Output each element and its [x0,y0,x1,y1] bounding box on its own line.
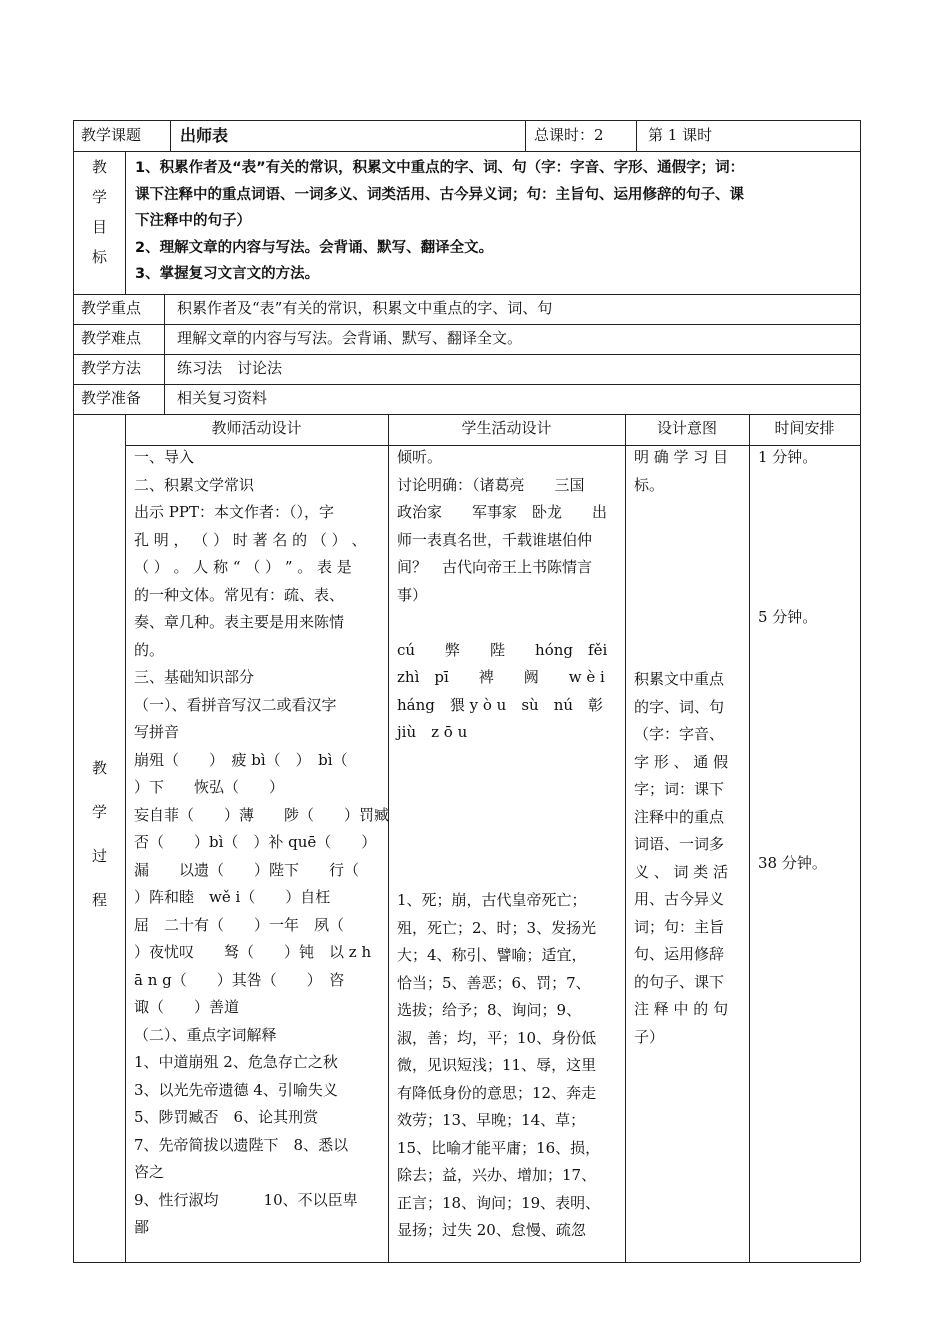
process-label-char: 学 [91,803,107,821]
design-intent-header: 设计意图 [656,419,717,437]
student-activity-header: 学生活动设计 [461,419,552,437]
teacher-line: 1、中道崩殂 2、危急存亡之秋 [134,1053,338,1071]
teacher-line: ā n g（ ）其咎（ ） 咨 [134,970,345,989]
student-answer-line: 效劳；13、早晚；14、草； [397,1111,586,1129]
table-line [73,151,860,152]
intent-line: 积累文中重点 [634,670,725,688]
student-line: 倾听。 [397,448,443,466]
teacher-line: （二）、重点字词解释 [134,1025,277,1044]
student-line: 讨论明确：（诸葛亮 三国 [397,475,585,494]
goals-label-char: 标 [91,248,107,266]
student-answer-line: 显扬；过失 20、怠慢、疏忽 [397,1221,586,1239]
table-border-left [73,120,74,1262]
teacher-line: ）下 恢弘（ ） [134,778,285,796]
teacher-line: 3、以光先帝遗德 4、引喻失义 [134,1080,338,1099]
table-line [625,414,626,1262]
intent-line: 句、运用修辞 [634,945,725,963]
student-answer-line: 大；4、称引、譬喻；适宜， [397,946,587,964]
student-line: 师一表真名世，千载谁堪伯仲 [397,530,593,549]
intent-line: 字；词：课下 [634,780,725,798]
design-intent-goal [634,444,742,499]
student-line [397,609,619,637]
goals-label-char: 教 [91,158,107,176]
table-border-right [860,120,861,1262]
teacher-line: 屈 二十有（ ）一年 夙（ [134,915,345,934]
table-line [125,414,126,1262]
difficulty-label: 教学难点 [81,329,142,347]
current-period: 第 1 课时 [648,126,713,144]
teacher-line: （一）、看拼音写汉二或看汉字 [134,695,337,714]
intent-line: 明 确 学 习 目 [634,448,729,466]
teacher-line: 奏、章几种。表主要是用来陈情 [134,613,345,631]
table-line [749,414,750,1262]
focus-value: 积累作者及“表”有关的常识，积累文中重点的字、词、句 [177,299,553,317]
teacher-line: 崩殂（ ） 疲 bì（ ） bì（ [134,750,348,769]
intent-line: 义 、 词 类 活 [634,862,729,881]
intent-line: 词语、一词多 [634,835,725,853]
goals-label [74,152,125,272]
teacher-line: 5、陟罚臧否 6、论其刑赏 [134,1108,319,1126]
method-value: 练习法 讨论法 [177,359,283,377]
goals-label-char: 目 [91,218,107,236]
time-intro: 1 分钟。 [758,448,818,466]
intent-line: 词；句：主旨 [634,917,725,936]
student-answer-line: 微，见识短浅；11、辱，这里 [397,1056,597,1074]
teacher-line: 的一种文体。常见有：疏、表、 [134,585,345,604]
student-line: zhì pī 裨 阙 w è i [397,668,605,686]
intent-line: 注释中的重点 [634,807,725,826]
teacher-line: 9、性行淑均 10、不以臣卑 [134,1190,358,1209]
teacher-line: 的。 [134,640,165,659]
student-line: 间？ 古代向帝王上书陈情言 [397,558,593,576]
teacher-activity-header: 教师活动设计 [211,419,302,437]
teacher-line: 写拼音 [134,723,180,741]
teacher-line: 7、先帝简拔以遗陛下 8、悉以 [134,1135,349,1154]
table-border-bottom [73,1262,860,1263]
time-knowledge: 5 分钟。 [758,608,818,626]
table-line [525,120,526,152]
goal-line: 2、理解文章的内容与写法。会背诵、默写、翻译全文。 [135,239,494,256]
student-line: háng 猥 y ò u sù nú 彰 [397,695,604,714]
lesson-label: 教学课题 [81,126,142,144]
student-answer-line: 选拔；给予；8、询问；9、 [397,1001,582,1019]
teacher-line: 咨之 [134,1163,165,1181]
teacher-line: （ ） 。 人 称 “ （ ） ” 。 表 是 [134,558,352,576]
goal-line: 下注释中的句子） [135,213,251,229]
teacher-line: 孔 明 ， （ ） 时 著 名 的 （ ） 、 [134,530,367,549]
preparation-label: 教学准备 [81,389,142,407]
teacher-line: 诹（ ）善道 [134,998,240,1016]
student-answer-line: 1、死；崩，古代皇帝死亡； [397,891,587,909]
total-periods: 总课时：2 [534,126,604,144]
table-line [636,120,637,152]
time-basics: 38 分钟。 [758,854,827,872]
teacher-line: ）阵和睦 wě i（ ）自枉 [134,888,331,906]
student-activity [397,444,619,747]
teacher-line: 妄自菲（ ）薄 陟（ ）罚臧 [134,805,390,824]
table-line [388,414,389,1262]
student-answer-line: 除去；益，兴办、增加；17、 [397,1166,597,1184]
goal-line: 1、积累作者及“表”有关的常识，积累文中重点的字、词、句（字：字音、字形、通假字；词： [135,160,745,176]
intent-line: 标。 [634,475,665,494]
goal-line: 3、掌握复习文言文的方法。 [135,266,320,282]
method-label: 教学方法 [81,359,142,377]
goals-content [135,155,850,288]
intent-line: 注 释 中 的 句 [634,1000,729,1018]
table-line [164,294,165,415]
goal-line: 课下注释中的重点词语、一词多义、词类活用、古今异义词；句：主旨句、运用修辞的句子、课 [135,186,744,203]
student-answer-line: 殂，死亡；2、时；3、发扬光 [397,918,597,937]
intent-line: 的字、词、句 [634,697,725,716]
student-line: 政治家 军事家 卧龙 出 [397,503,608,521]
teacher-line: 二、积累文学常识 [134,475,255,494]
focus-label: 教学重点 [81,299,142,317]
student-answer-line: 淑，善；均，平；10、身份低 [397,1028,597,1047]
intent-line: 用、古今异义 [634,890,725,908]
teacher-line: ）夜忧叹 驽（ ）钝 以 z h [134,943,372,961]
preparation-value: 相关复习资料 [177,389,268,407]
time-header: 时间安排 [774,419,835,437]
intent-line: （字：字音、 [634,725,725,743]
process-label-char: 程 [91,891,107,909]
student-line: jiù z ō u [397,723,468,741]
student-answer-line: 恰当；5、善恶；6、罚；7、 [397,973,591,992]
teacher-line: 一、导入 [134,448,195,466]
student-answer-line: 有降低身份的意思；12、奔走 [397,1083,597,1102]
student-answer-line: 15、比喻才能平庸；16、损， [397,1138,601,1157]
difficulty-value: 理解文章的内容与写法。会背诵、默写、翻译全文。 [177,329,523,347]
teacher-line: 漏 以遗（ ）陛下 行（ [134,860,360,879]
teacher-activity [134,444,390,1242]
process-label-char: 过 [91,847,107,865]
table-border-top [73,120,860,121]
teacher-line: 否（ ）bì（ ）补 quē（ ） [134,833,377,851]
teacher-line: 鄙 [134,1218,150,1236]
table-line [170,120,171,152]
student-line: cú 弊 陛 hóng fěi [397,640,608,659]
intent-line: 的句子、课下 [634,972,725,991]
table-line [125,151,126,295]
teacher-line: 三、基础知识部分 [134,668,255,686]
student-answers [397,887,619,1245]
design-intent-details [634,666,742,1051]
lesson-title: 出师表 [180,126,229,145]
intent-line: 子） [634,1027,665,1046]
process-label [74,746,125,922]
student-answer-line: 正言；18、询问；19、表明、 [397,1193,601,1212]
process-label-char: 教 [91,759,107,777]
intent-line: 字 形 、 通 假 [634,752,729,771]
student-line: 事） [397,585,428,604]
goals-label-char: 学 [91,188,107,206]
teacher-line: 出示 PPT：本文作者：（），字 [134,503,334,521]
